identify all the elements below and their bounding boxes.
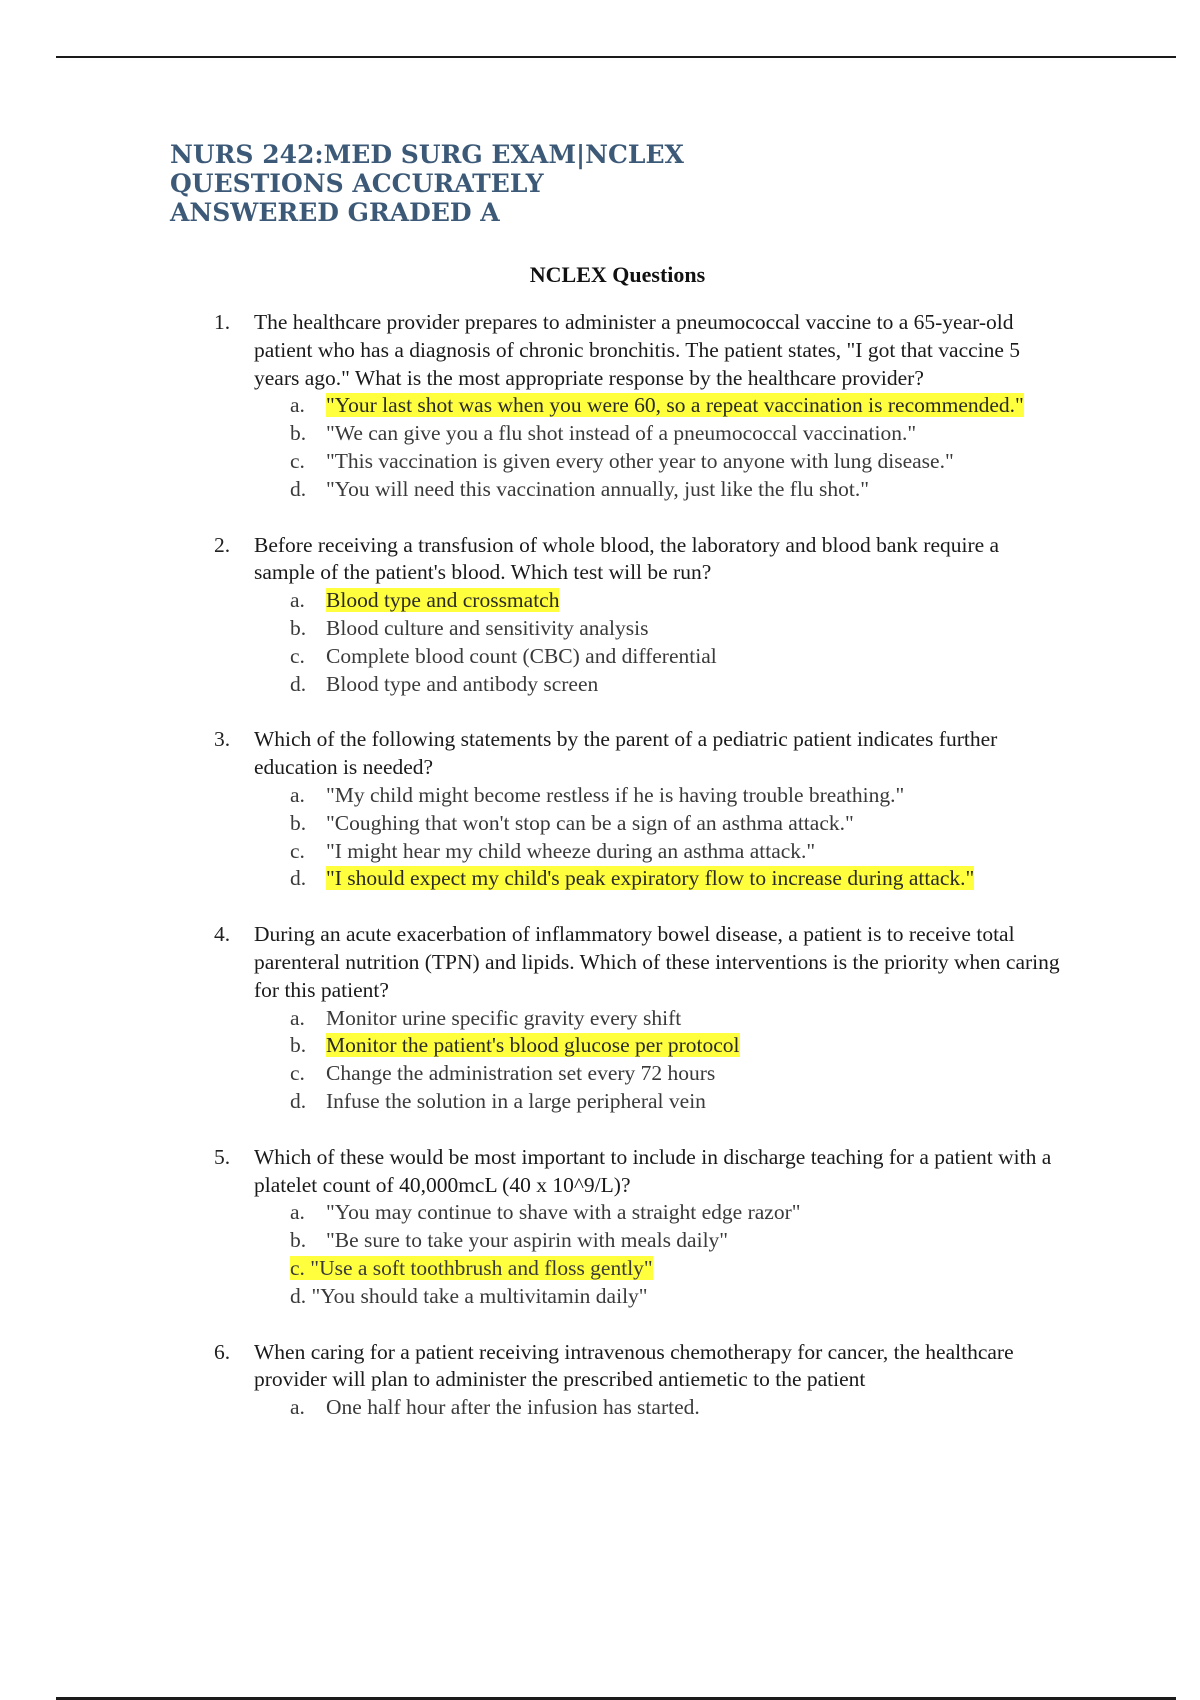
option-text: Complete blood count (CBC) and differential — [326, 643, 717, 668]
answer-option — [254, 392, 1064, 420]
question-number: 3. — [214, 727, 231, 752]
option-letter: a. — [290, 393, 305, 418]
option-letter: c. — [290, 448, 305, 473]
question-text: When caring for a patient receiving intravenous chemotherapy for cancer, the healthcare provider will plan to administer the prescribed antiemetic to the patient — [254, 1339, 1014, 1392]
option-letter: a. — [290, 782, 305, 807]
answer-option — [254, 420, 1064, 448]
question-item — [214, 1339, 1064, 1422]
option-letter: b. — [290, 810, 307, 835]
option-letter: a. — [290, 1200, 305, 1225]
answer-option — [254, 448, 1064, 476]
option-letter: d. — [290, 1088, 307, 1113]
option-text: One half hour after the infusion has started. — [326, 1395, 700, 1420]
header-rule — [56, 56, 1176, 58]
answer-option — [254, 865, 1064, 893]
question-number: 4. — [214, 922, 231, 947]
option-text: "I might hear my child wheeze during an asthma attack." — [326, 838, 816, 863]
question-number: 2. — [214, 532, 231, 557]
question-item — [214, 309, 1064, 504]
answer-options — [254, 1394, 1064, 1422]
option-letter: b. — [290, 615, 307, 640]
section-heading: NCLEX Questions — [529, 262, 706, 287]
answer-option — [254, 1032, 1064, 1060]
option-text: Change the administration set every 72 hours — [326, 1061, 716, 1086]
answer-option — [254, 1199, 1064, 1227]
question-item — [214, 726, 1064, 893]
question-number: 5. — [214, 1144, 231, 1169]
option-letter: b. — [290, 1228, 307, 1253]
option-text: Monitor urine specific gravity every shift — [326, 1005, 682, 1030]
answer-options — [254, 782, 1064, 893]
answer-options — [254, 1199, 1064, 1310]
highlighted-answer: "Your last shot was when you were 60, so a repeat vaccination is recommended." — [326, 393, 1024, 418]
option-letter: d. — [290, 476, 307, 501]
question-item — [214, 921, 1064, 1116]
option-letter: c. — [290, 643, 305, 668]
option-letter: d. — [290, 671, 307, 696]
question-text: The healthcare provider prepares to administer a pneumococcal vaccine to a 65-year-old patient who has a diagnosis of chronic bronchitis. The patient states, "I got that vaccine 5 years ago." What is the most appropriate response by the healthcare provider? — [254, 310, 1021, 390]
option-letter: c. — [290, 1061, 305, 1086]
answer-option — [254, 810, 1064, 838]
answer-option — [254, 782, 1064, 810]
option-letter: d. — [290, 1283, 307, 1308]
option-text: "You should take a multivitamin daily" — [311, 1283, 648, 1308]
answer-option — [254, 1283, 1064, 1311]
answer-option — [254, 671, 1064, 699]
question-item — [214, 1144, 1064, 1311]
option-text: Blood type and antibody screen — [326, 671, 599, 696]
option-letter: a. — [290, 588, 305, 613]
option-text: "This vaccination is given every other year to anyone with lung disease." — [326, 448, 954, 473]
answer-option — [254, 1060, 1064, 1088]
answer-option — [254, 1005, 1064, 1033]
question-text: Which of the following statements by the parent of a pediatric patient indicates further education is needed? — [254, 727, 998, 780]
answer-option — [254, 838, 1064, 866]
question-number: 1. — [214, 310, 231, 334]
option-letter: c. — [290, 1255, 305, 1280]
question-number: 6. — [214, 1339, 231, 1364]
title-line-1: NURS 242:MED SURG EXAM|NCLEX — [170, 140, 684, 169]
answer-options — [254, 392, 1064, 503]
document-title — [170, 140, 730, 227]
option-text: "You will need this vaccination annually, just like the flu shot." — [326, 476, 870, 501]
option-text: "Be sure to take your aspirin with meals daily" — [326, 1228, 729, 1253]
question-text: Before receiving a transfusion of whole blood, the laboratory and blood bank require a sample of the patient's blood. Which test will be run? — [254, 532, 1000, 585]
answer-option — [254, 1088, 1064, 1116]
option-letter: d. — [290, 866, 307, 891]
title-line-3: ANSWERED GRADED A — [170, 198, 500, 227]
highlighted-answer: "I should expect my child's peak expiratory flow to increase during attack." — [326, 866, 975, 891]
option-text: "My child might become restless if he is having trouble breathing." — [326, 782, 905, 807]
answer-options — [254, 1005, 1064, 1116]
option-text: Blood culture and sensitivity analysis — [326, 615, 649, 640]
option-letter: b. — [290, 1033, 307, 1058]
option-letter: a. — [290, 1395, 305, 1420]
question-text: During an acute exacerbation of inflammatory bowel disease, a patient is to receive total parenteral nutrition (TPN) and lipids. Which of these interventions is the priority when caring for this patient? — [254, 922, 1060, 1002]
highlighted-answer: Monitor the patient's blood glucose per protocol — [326, 1033, 740, 1058]
answer-option — [254, 1255, 1064, 1283]
option-text: "We can give you a flu shot instead of a pneumococcal vaccination." — [326, 421, 917, 446]
answer-option — [254, 476, 1064, 504]
option-letter: a. — [290, 1005, 305, 1030]
option-letter: b. — [290, 421, 307, 446]
highlighted-answer: "Use a soft toothbrush and floss gently" — [310, 1255, 653, 1280]
option-text: "Coughing that won't stop can be a sign of an asthma attack." — [326, 810, 854, 835]
option-text: Infuse the solution in a large peripheral vein — [326, 1088, 706, 1113]
answer-options — [254, 587, 1064, 698]
answer-option — [254, 1394, 1064, 1422]
answer-option — [254, 615, 1064, 643]
question-item — [214, 532, 1064, 699]
question-text: Which of these would be most important to include in discharge teaching for a patient with a platelet count of 40,000mcL (40 x 10^9/L)? — [254, 1144, 1052, 1197]
answer-option — [254, 587, 1064, 615]
answer-option — [254, 1227, 1064, 1255]
highlighted-answer: Blood type and crossmatch — [326, 588, 560, 613]
option-letter: c. — [290, 838, 305, 863]
answer-option — [254, 643, 1064, 671]
title-line-2: QUESTIONS ACCURATELY — [170, 169, 544, 198]
question-list — [214, 309, 1064, 1450]
option-text: "You may continue to shave with a straight edge razor" — [326, 1200, 801, 1225]
